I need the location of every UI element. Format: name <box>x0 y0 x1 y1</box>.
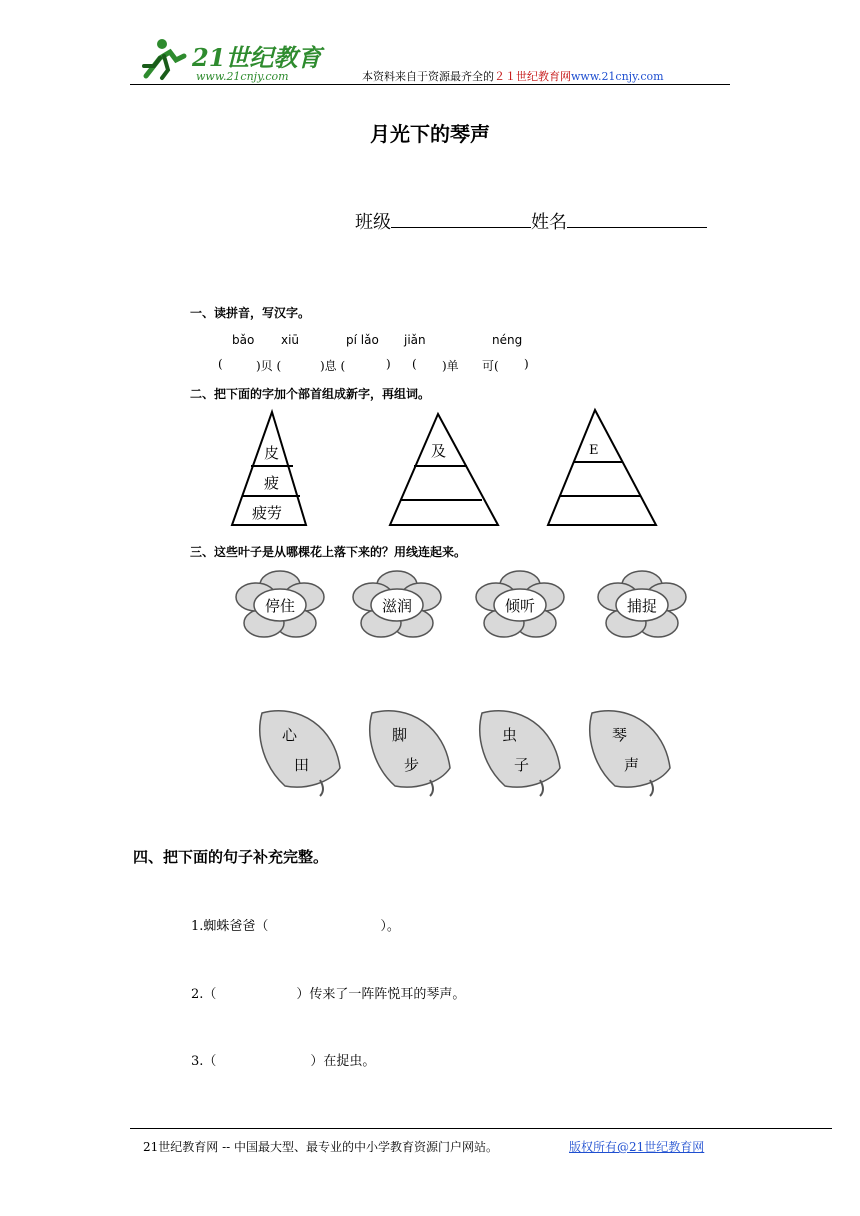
sentence-3-prefix: 3.（ <box>191 1054 217 1069</box>
flower-2-label: 滋润 <box>381 597 413 615</box>
answer-3: )息 ( <box>320 359 346 373</box>
triangle-3 <box>548 410 656 525</box>
pinyin-2: xiū <box>281 333 300 347</box>
name-blank[interactable] <box>567 209 707 228</box>
flower-1-label: 停住 <box>264 597 296 615</box>
answer-5: ( <box>412 357 417 371</box>
leaf-4-char-2: 声 <box>624 756 640 774</box>
pinyin-3: pí lǎo <box>346 333 379 347</box>
sentence-3 <box>191 1050 375 1069</box>
flower-leaf-matching <box>205 568 705 803</box>
answer-4: ) <box>386 357 391 371</box>
section4-heading: 四、把下面的句子补充完整。 <box>133 848 329 866</box>
leaf-1-char-2: 田 <box>294 756 310 774</box>
leaf-2-char-2: 步 <box>404 756 420 774</box>
sentence-2-prefix: 2.（ <box>191 987 217 1002</box>
sentence-2-suffix: ）传来了一阵阵悦耳的琴声。 <box>296 987 466 1002</box>
class-blank[interactable] <box>391 209 531 228</box>
flower-3-label: 倾听 <box>504 597 536 615</box>
section3-heading: 三、这些叶子是从哪棵花上落下来的？用线连起来。 <box>190 545 467 559</box>
answer-8: ) <box>524 357 529 371</box>
leaf-2-char-1: 脚 <box>392 726 408 744</box>
page-title: 月光下的琴声 <box>370 122 490 146</box>
tagline-prefix: 本资料来自于资源最齐全的 <box>362 70 494 83</box>
runner-icon <box>144 39 184 78</box>
leaf-3-char-2: 子 <box>514 756 530 774</box>
name-label: 姓名 <box>531 212 567 233</box>
footer-text: 21世纪教育网 -- 中国最大型、最专业的中小学教育资源门户网站。 <box>143 1140 499 1154</box>
logo-url: www.21cnjy.com <box>196 70 289 83</box>
leaf-3-char-1: 虫 <box>502 726 518 744</box>
section1-heading: 一、读拼音，写汉字。 <box>190 306 311 320</box>
section2-heading: 二、把下面的字加个部首组成新字，再组词。 <box>190 387 431 401</box>
pinyin-4: jiǎn <box>404 333 426 347</box>
triangle-2 <box>390 414 498 525</box>
footer-divider <box>130 1128 832 1129</box>
sentence-1-suffix: ）。 <box>380 919 400 934</box>
tagline-site[interactable]: ２１世纪教育网 <box>494 70 571 83</box>
pinyin-5: néng <box>492 333 523 347</box>
sentence-1 <box>191 915 400 934</box>
site-logo <box>140 36 340 84</box>
pinyin-1: bǎo <box>232 333 255 347</box>
triangle-1 <box>232 412 306 525</box>
triangle-1-mid: 疲 <box>264 474 280 492</box>
footer-copyright-link[interactable]: 版权所有@21世纪教育网 <box>569 1140 705 1154</box>
logo-text: 21世纪教育 <box>192 43 322 72</box>
header-divider <box>130 84 730 85</box>
triangle-3-top: E <box>589 443 599 458</box>
sentence-1-prefix: 1.蜘蛛爸爸（ <box>191 919 269 934</box>
sentence-2 <box>191 983 465 1002</box>
answer-6: )单 <box>442 359 459 373</box>
class-name-line <box>355 208 707 234</box>
triangle-1-top: 皮 <box>264 444 280 462</box>
sentence-3-suffix: ）在捉虫。 <box>310 1054 376 1069</box>
triangle-figure <box>230 400 660 530</box>
tagline-url[interactable]: www.21cnjy.com <box>571 70 664 83</box>
class-label: 班级 <box>355 212 391 233</box>
header-tagline <box>362 68 664 84</box>
flower-4-label: 捕捉 <box>626 597 658 615</box>
leaf-4-char-1: 琴 <box>612 726 628 744</box>
leaf-1-char-1: 心 <box>282 726 298 744</box>
answer-2: )贝 ( <box>256 359 282 373</box>
answer-1: ( <box>218 357 223 371</box>
triangle-2-top: 及 <box>431 442 447 460</box>
answer-7: 可( <box>482 359 499 373</box>
triangle-1-bottom: 疲劳 <box>252 504 283 522</box>
